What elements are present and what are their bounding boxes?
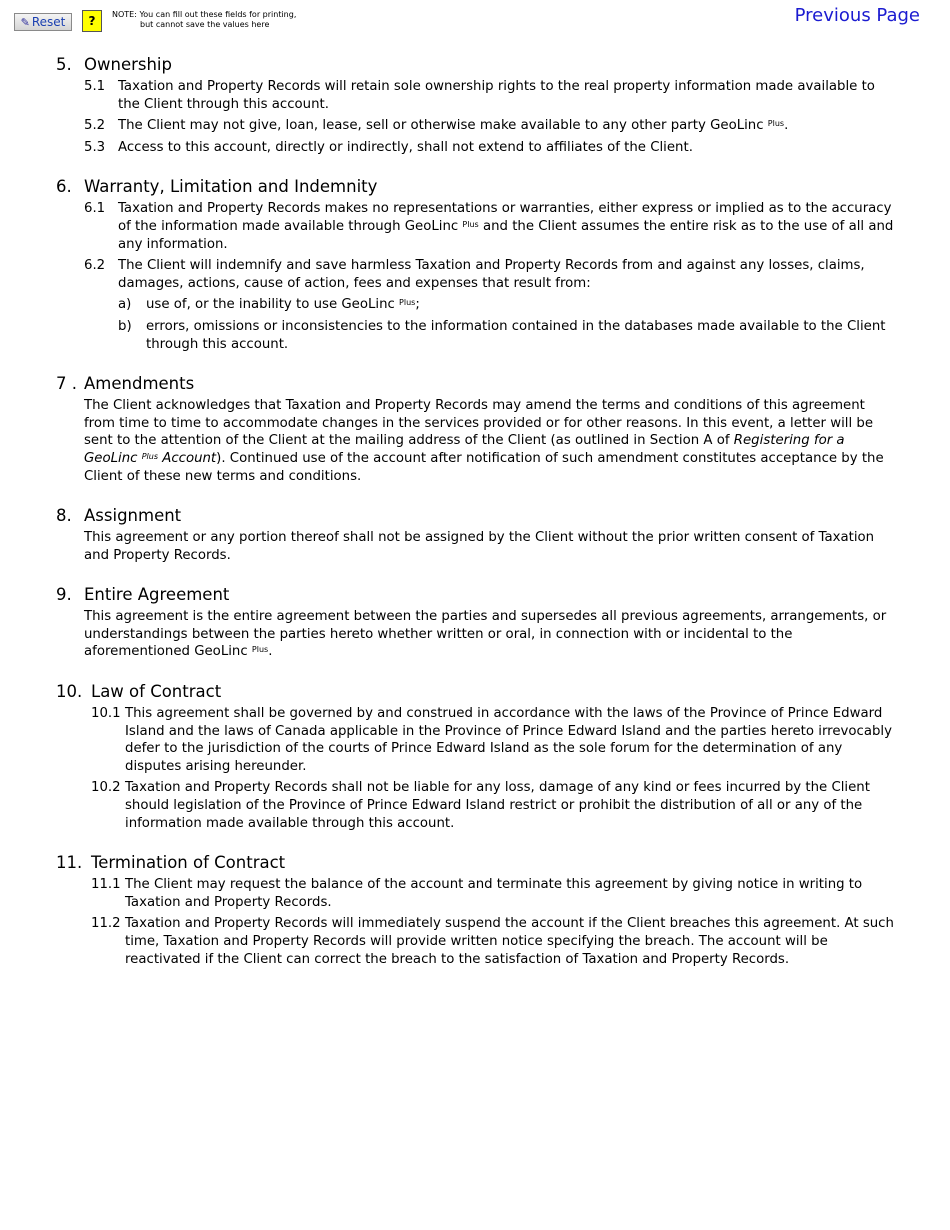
clause-number: 5.1 <box>84 79 106 94</box>
reset-label: Reset <box>31 15 66 29</box>
sub-clause <box>118 318 896 353</box>
clause-text <box>118 200 896 253</box>
clause <box>84 257 896 292</box>
clause <box>84 200 896 253</box>
section-heading <box>56 681 896 703</box>
section-number: 6. <box>56 177 72 197</box>
clause <box>91 779 896 832</box>
previous-page-link[interactable]: Previous Page <box>794 5 920 26</box>
section-title: Ownership <box>84 55 172 74</box>
note-line-2: but cannot save the values here <box>140 20 270 29</box>
section-title: Law of Contract <box>91 682 222 702</box>
paragraph-text: This agreement is the entire agreement between the parties and supersedes all previous agreements, arrangements, or understandings between the parties hereto whether written or oral, in connection with or incidental to the aforementioned GeoLinc <box>84 609 887 660</box>
reset-button[interactable] <box>14 13 72 31</box>
pencil-icon: ✎ <box>20 15 30 29</box>
clause-text: Taxation and Property Records shall not be liable for any loss, damage of any kind or fees incurred by the Client should legislation of the Province of Prince Edward Island restrict or prohibit the distribution of all or any of the information made available through this account. <box>125 780 870 831</box>
section-number: 7 . <box>56 374 77 394</box>
section-title: Entire Agreement <box>84 585 230 605</box>
section-paragraph <box>84 397 896 485</box>
section-heading <box>56 373 896 395</box>
sub-clause-body: use of, or the inability to use GeoLinc <box>146 297 395 313</box>
sub-clause <box>118 296 896 314</box>
clause-number: 10.2 <box>91 780 121 796</box>
brand-superscript: Plus <box>399 298 416 308</box>
section-title: Warranty, Limitation and Indemnity <box>84 177 378 197</box>
section-number: 5. <box>56 55 72 74</box>
clause-number: 11.1 <box>91 877 121 893</box>
clause <box>91 915 896 968</box>
section-warranty <box>56 176 896 353</box>
clause-number: 10.1 <box>91 706 121 722</box>
section-entire-agreement <box>56 584 896 661</box>
section-number: 10. <box>56 682 83 702</box>
clause <box>84 78 896 113</box>
paragraph-text: ). Continued use of the account after notification of such amendment constitutes acceptance by the Client of these new terms and conditions. <box>84 450 884 484</box>
section-heading <box>56 176 896 198</box>
section-paragraph <box>84 608 896 661</box>
clause-number: 11.2 <box>91 916 121 932</box>
section-termination <box>56 852 896 968</box>
section-number: 8. <box>56 506 72 526</box>
brand-superscript: Plus <box>251 645 269 655</box>
clause-body-cont: and the Client assumes the entire risk as to the use of all and any information. <box>118 218 894 252</box>
sub-clause-text: errors, omissions or inconsistencies to the information contained in the databases made available to the Client through this account. <box>146 318 886 352</box>
clause-number: 6.2 <box>84 258 106 274</box>
punctuation: ; <box>415 297 420 313</box>
note-line-1: NOTE: You can fill out these fields for printing, <box>112 10 297 19</box>
punctuation: . <box>784 118 789 134</box>
clause-text: The Client may request the balance of the account and terminate this agreement by giving notice in writing to Taxation and Property Records. <box>125 877 863 910</box>
italic-text: Account <box>158 450 217 466</box>
clause <box>91 705 896 775</box>
section-heading <box>56 54 896 76</box>
clause-number: 5.2 <box>84 118 106 134</box>
section-heading <box>56 505 896 527</box>
clause-text: The Client will indemnify and save harmless Taxation and Property Records from and against any losses, claims, damages, actions, cause of action, fees and expenses that result from: <box>118 258 865 291</box>
section-title: Amendments <box>84 374 195 394</box>
brand-superscript: Plus <box>462 219 479 229</box>
clause-number: 5.3 <box>84 139 106 155</box>
clause-text <box>118 117 896 135</box>
sub-clause-text <box>146 296 896 314</box>
punctuation: . <box>268 644 273 660</box>
help-button[interactable]: ? <box>82 10 102 32</box>
section-number: 9. <box>56 585 72 605</box>
brand-superscript: Plus <box>141 451 158 461</box>
clause-number: 6.1 <box>84 201 106 217</box>
clause-text: This agreement shall be governed by and construed in accordance with the laws of the Province of Prince Edward Island and the laws of Canada applicable in the Province of Prince Edward Island and the parties hereto irrevocably defer to the jurisdiction of the courts of Prince Edward Island as the sole forum for the determination of any disputes arising hereunder. <box>125 706 892 774</box>
section-heading <box>56 852 896 874</box>
section-title: Assignment <box>84 506 182 526</box>
brand-superscript: Plus <box>767 119 785 129</box>
section-paragraph: This agreement or any portion thereof shall not be assigned by the Client without the prior written consent of Taxation and Property Records. <box>84 530 875 563</box>
clause-body: Taxation and Property Records makes no representations or warranties, either express or implied as to the accuracy of the information made available through GeoLinc <box>118 201 892 234</box>
sub-clause-number: a) <box>118 297 132 313</box>
sub-clause-number: b) <box>118 318 132 334</box>
clause-body: The Client may not give, loan, lease, sell or otherwise make available to any other party GeoLinc <box>118 118 764 134</box>
clause-text: Access to this account, directly or indirectly, shall not extend to affiliates of the Client. <box>118 139 693 155</box>
paragraph-text: The Client acknowledges that Taxation and Property Records may amend the terms and conditions of this agreement from time to time to accommodate changes in the services provided or for other reasons. In this event, a letter will be sent to the attention of the Client at the mailing address of the Client (as outlined in Section A of <box>84 398 873 449</box>
section-amendments <box>56 373 896 485</box>
clause <box>91 876 896 911</box>
section-law-of-contract <box>56 681 896 832</box>
section-ownership <box>56 54 896 156</box>
clause-text: Taxation and Property Records will retain sole ownership rights to the real property information made available to the Client through this account. <box>118 79 875 112</box>
section-title: Termination of Contract <box>91 853 286 873</box>
section-assignment <box>56 505 896 564</box>
italic-text: Registering for a GeoLinc <box>84 433 845 466</box>
clause <box>84 139 896 157</box>
clause-text: Taxation and Property Records will immediately suspend the account if the Client breaches this agreement. At such time, Taxation and Property Records will provide written notice specifying the breach. The account will be reactivated if the Client can correct the breach to the satisfaction of Taxation and Property Records. <box>125 916 894 967</box>
clause <box>84 117 896 135</box>
section-heading <box>56 584 896 606</box>
agreement-content <box>56 54 896 988</box>
section-number: 11. <box>56 853 83 873</box>
form-note <box>112 10 312 30</box>
